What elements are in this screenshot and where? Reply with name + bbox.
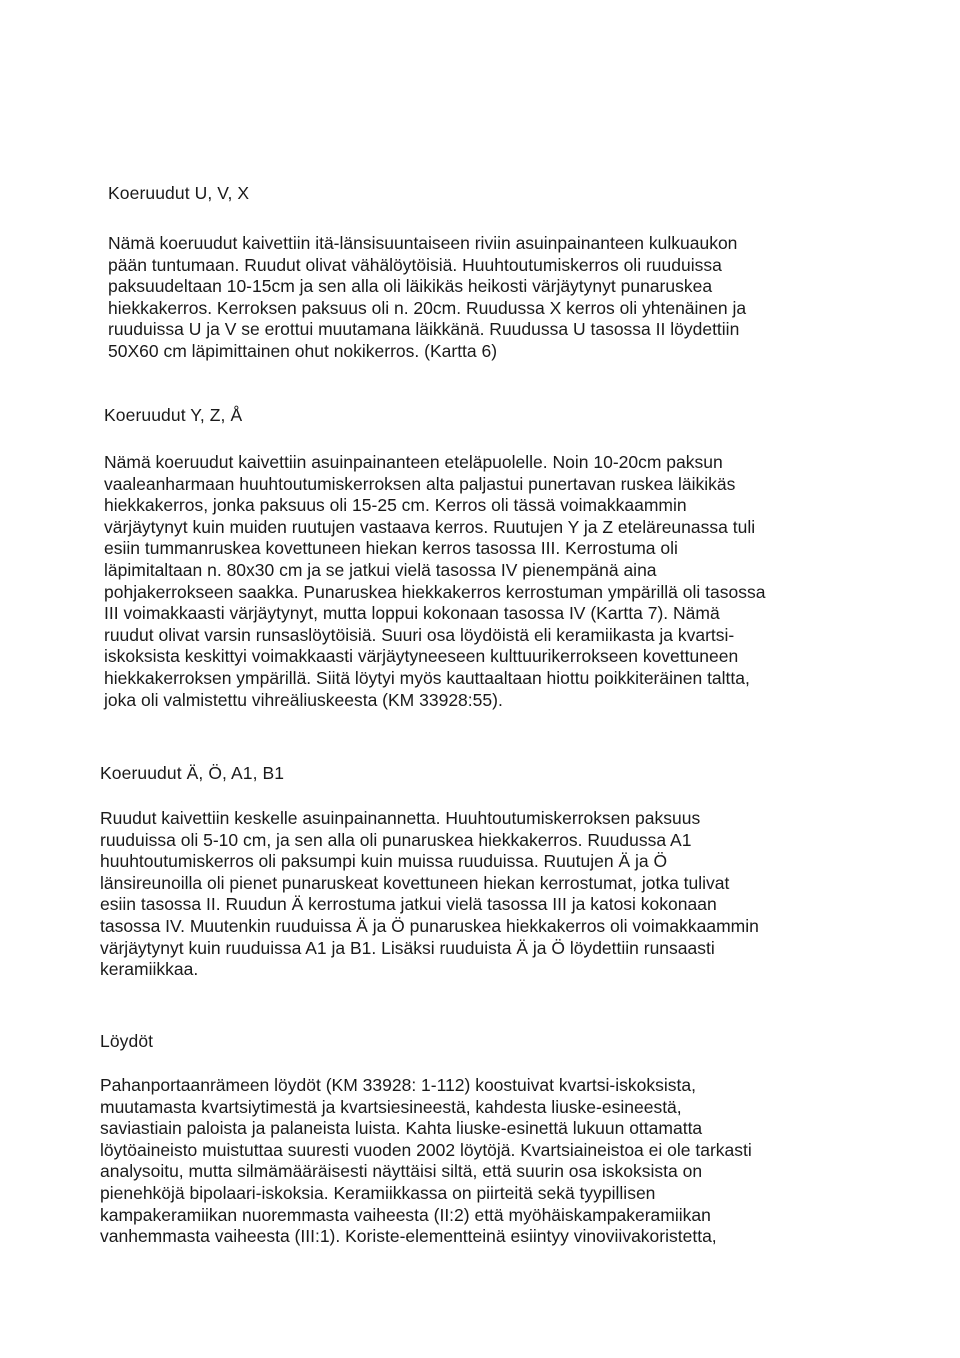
text-line: 50X60 cm läpimittainen ohut nokikerros. (Kartta 6) — [108, 340, 498, 361]
text-line: paksuudeltaan 10-15cm ja sen alla oli läikikäs heikosti värjäytynyt punaruskea — [108, 276, 713, 297]
text-line: analysoitu, mutta silmämääräisesti näyttäisi siltä, että suurin osa iskoksista on — [100, 1161, 703, 1182]
text-line: saviastiain paloista ja palaneista luista. Kahta liuske-esinettä lukuun ottamatta — [100, 1118, 703, 1139]
text-line: hiekkakerros, jonka paksuus oli 15-25 cm. Kerros oli tässä voimakkaammin — [104, 495, 687, 516]
text-line: värjäytynyt kuin ruuduissa A1 ja B1. Lisäksi ruuduista Ä ja Ö löydettiin runsaasti — [100, 937, 715, 958]
section-heading: Koeruudut Y, Z, Å — [104, 405, 243, 425]
section-koeruudut-a-o-a1-b1 — [100, 762, 840, 981]
text-line: ruuduissa oli 5-10 cm, ja sen alla oli punaruskea hiekkakerros. Ruudussa A1 — [100, 829, 692, 850]
section-paragraph — [108, 233, 848, 363]
text-line: Pahanportaanrämeen löydöt (KM 33928: 1-112) koostuivat kvartsi-iskoksista, — [100, 1075, 696, 1095]
text-line: pienehköjä bipolaari-iskoksia. Keramiikkassa on piirteitä sekä tyypillisen — [100, 1182, 656, 1203]
text-line: joka oli valmistettu vihreäliuskeesta (KM 33928:55). — [104, 689, 503, 710]
text-line: kampakeramiikan nuoremmasta vaiheesta (II:2) että myöhäiskampakeramiikan — [100, 1204, 711, 1225]
text-line: vanhemmasta vaiheesta (III:1). Koriste-elementteinä esiintyy vinoviivakoristetta, — [100, 1226, 717, 1247]
section-heading: Löydöt — [100, 1031, 154, 1051]
text-line: värjäytynyt kuin muiden ruutujen vastaava kerros. Ruutujen Y ja Z eteläreunassa tuli — [104, 516, 756, 537]
text-line: vaaleanharmaan huuhtoutumiskerroksen alta paljastui punertavan ruskea läikikäs — [104, 473, 736, 494]
text-line: keramiikkaa. — [100, 959, 199, 980]
text-line: läpimitaltaan n. 80x30 cm ja se jatkui vielä tasossa IV pienempänä aina — [104, 559, 657, 580]
section-heading: Koeruudut U, V, X — [108, 183, 250, 203]
section-koeruudut-y-z-a — [104, 404, 844, 711]
text-line: Nämä koeruudut kaivettiin asuinpainanteen eteläpuolelle. Noin 10-20cm paksun — [104, 452, 723, 472]
text-line: hiekkakerroksen ympärillä. Siitä löytyi myös kauttaaltaan hiottu poikkiteräinen taltta, — [104, 667, 750, 688]
section-paragraph — [100, 1075, 840, 1248]
text-line: pohjakerrokseen saakka. Punaruskea hiekkakerros kerrostuman ympärillä oli tasossa — [104, 581, 766, 602]
text-line: ruuduissa U ja V se erottui muutamana läikkänä. Ruudussa U tasossa II löydettiin — [108, 319, 740, 340]
text-line: Ruudut kaivettiin keskelle asuinpainannetta. Huuhtoutumiskerroksen paksuus — [100, 808, 701, 828]
text-line: tasossa IV. Muutenkin ruuduissa Ä ja Ö punaruskea hiekkakerros oli voimakkaammin — [100, 915, 759, 936]
text-line: esiin tummanruskea kovettuneen hiekan kerros tasossa III. Kerrostuma oli — [104, 538, 678, 559]
section-paragraph — [104, 452, 844, 711]
text-line: hiekkakerros. Kerroksen paksuus oli n. 20cm. Ruudussa X kerros oli yhtenäinen ja — [108, 297, 747, 318]
section-loydot — [100, 1030, 840, 1248]
text-line: löytöaineisto muistuttaa suuresti vuoden 2002 löytöjä. Kvartsiaineistoa ei ole tarkasti — [100, 1139, 752, 1160]
text-line: muutamasta kvartsiytimestä ja kvartsiesineestä, kahdesta liuske-esineestä, — [100, 1096, 682, 1117]
text-line: Nämä koeruudut kaivettiin itä-länsisuuntaiseen riviin asuinpainanteen kulkuaukon — [108, 233, 738, 253]
text-line: III voimakkaasti värjäytynyt, mutta loppui kokonaan tasossa IV (Kartta 7). Nämä — [104, 603, 720, 624]
text-line: pään tuntumaan. Ruudut olivat vähälöytöisiä. Huuhtoutumiskerros oli ruuduissa — [108, 254, 722, 275]
section-heading: Koeruudut Ä, Ö, A1, B1 — [100, 763, 285, 783]
text-line: esiin tasossa II. Ruudun Ä kerrostuma jatkui vielä tasossa III ja katosi kokonaan — [100, 894, 717, 915]
text-line: länsireunoilla oli pienet punaruskeat kovettuneen hiekan kerrostumat, jotka tulivat — [100, 872, 730, 893]
section-paragraph — [100, 808, 840, 981]
text-line: huuhtoutumiskerros oli paksumpi kuin muissa ruuduissa. Ruutujen Ä ja Ö — [100, 851, 668, 872]
section-koeruudut-u-v-x — [108, 182, 848, 363]
text-line: iskoksista keskittyi voimakkaasti värjäytyneeseen kulttuurikerrokseen kovettuneen — [104, 646, 739, 667]
text-line: ruudut olivat varsin runsaslöytöisiä. Suuri osa löydöistä eli keramiikasta ja kvartsi- — [104, 624, 735, 645]
